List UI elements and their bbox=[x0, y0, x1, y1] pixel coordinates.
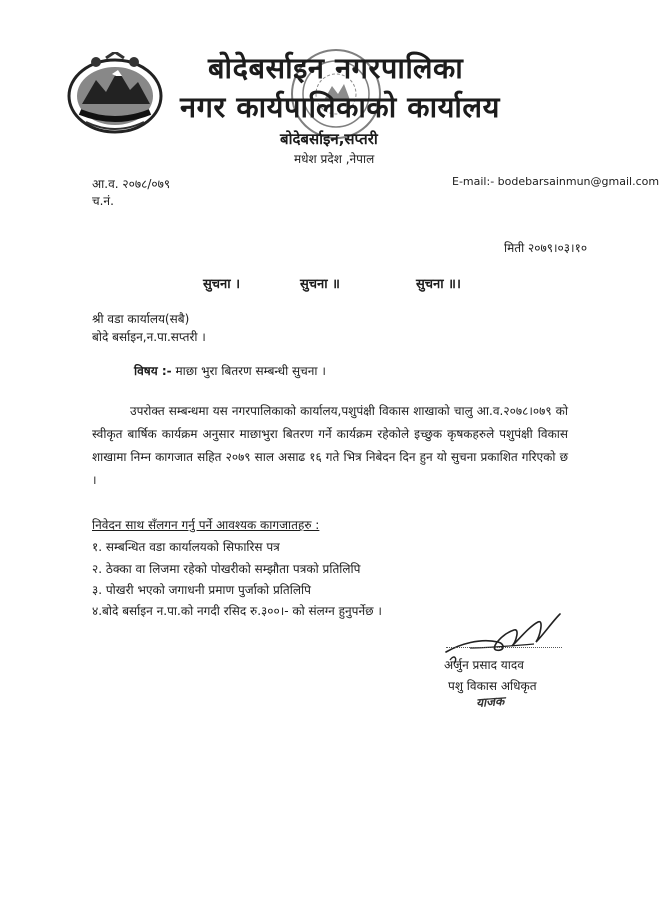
requirement-item: २. ठेक्का वा लिजमा रहेको पोखरीको सम्झौता पत्रको प्रतिलिपि bbox=[92, 562, 361, 576]
subject-line bbox=[134, 362, 326, 379]
stamp-fragment: याजक bbox=[475, 694, 505, 710]
subject-text: माछा भुरा बितरण सम्बन्धी सुचना । bbox=[175, 364, 326, 378]
requirement-item: ३. पोखरी भएको जगाधनी प्रमाण पुर्जाको प्रतिलिपि bbox=[92, 583, 311, 597]
notice-title-2: सुचना ॥ bbox=[300, 277, 340, 292]
notice-title-1: सुचना । bbox=[203, 277, 241, 292]
chalani-number: च.नं. bbox=[92, 194, 114, 208]
address-line-1: बोदेबर्साइन,सप्तरी bbox=[280, 130, 378, 148]
office-name-heading: नगर कार्यपालिकाको कार्यालय bbox=[180, 90, 500, 124]
signature-line bbox=[446, 647, 562, 648]
body-paragraph bbox=[92, 400, 568, 492]
office-email: E-mail:- bodebarsainmun@gmail.com bbox=[452, 175, 660, 188]
body-text: उपरोक्त सम्बन्धमा यस नगरपालिकाको कार्यालय,पशुपंक्षी विकास शाखाको चालु आ.व.२०७८।०७९ को स्वीकृत बार्षिक कार्यक्रम अनुसार माछाभुरा बितरण गर्ने कार्यक्रम रहेकोले इच्छुक कृषकहरुले पशुपंक्षी विकास शाखामा निम्न कागजात सहित २०७९ साल असाढ १६ गते भित्र निबेदन दिन हुन यो सुचना प्रकाशित गरिएको छ । bbox=[92, 404, 568, 487]
municipality-name-heading: बोदेबर्साइन नगरपालिका bbox=[208, 51, 464, 85]
recipient-line-1: श्री वडा कार्यालय(सबै) bbox=[92, 312, 190, 326]
requirement-item: ४.बोदे बर्साइन न.पा.को नगदी रसिद रु.३००।- को संलग्न हुनुपर्नेछ । bbox=[92, 604, 382, 618]
nepal-emblem-logo bbox=[66, 52, 164, 136]
recipient-line-2: बोदे बर्साइन,न.पा.सप्तरी । bbox=[92, 330, 206, 344]
notice-title-3: सुचना ॥। bbox=[416, 277, 461, 292]
signatory-name: अर्जुन प्रसाद यादव bbox=[444, 658, 524, 672]
signatory-designation: पशु विकास अधिकृत bbox=[448, 679, 537, 693]
requirements-heading: निवेदन साथ सँलगन गर्नु पर्ने आवश्यक कागजातहरु : bbox=[92, 518, 320, 532]
fiscal-year: आ.व. २०७८/०७९ bbox=[92, 177, 171, 191]
subject-label: विषय :- bbox=[134, 364, 172, 378]
requirement-item: १. सम्बन्धित वडा कार्यालयको सिफारिस पत्र bbox=[92, 540, 280, 554]
address-line-2: मधेश प्रदेश ,नेपाल bbox=[294, 152, 375, 166]
letter-date: मिती २०७९।०३।१० bbox=[504, 241, 588, 255]
